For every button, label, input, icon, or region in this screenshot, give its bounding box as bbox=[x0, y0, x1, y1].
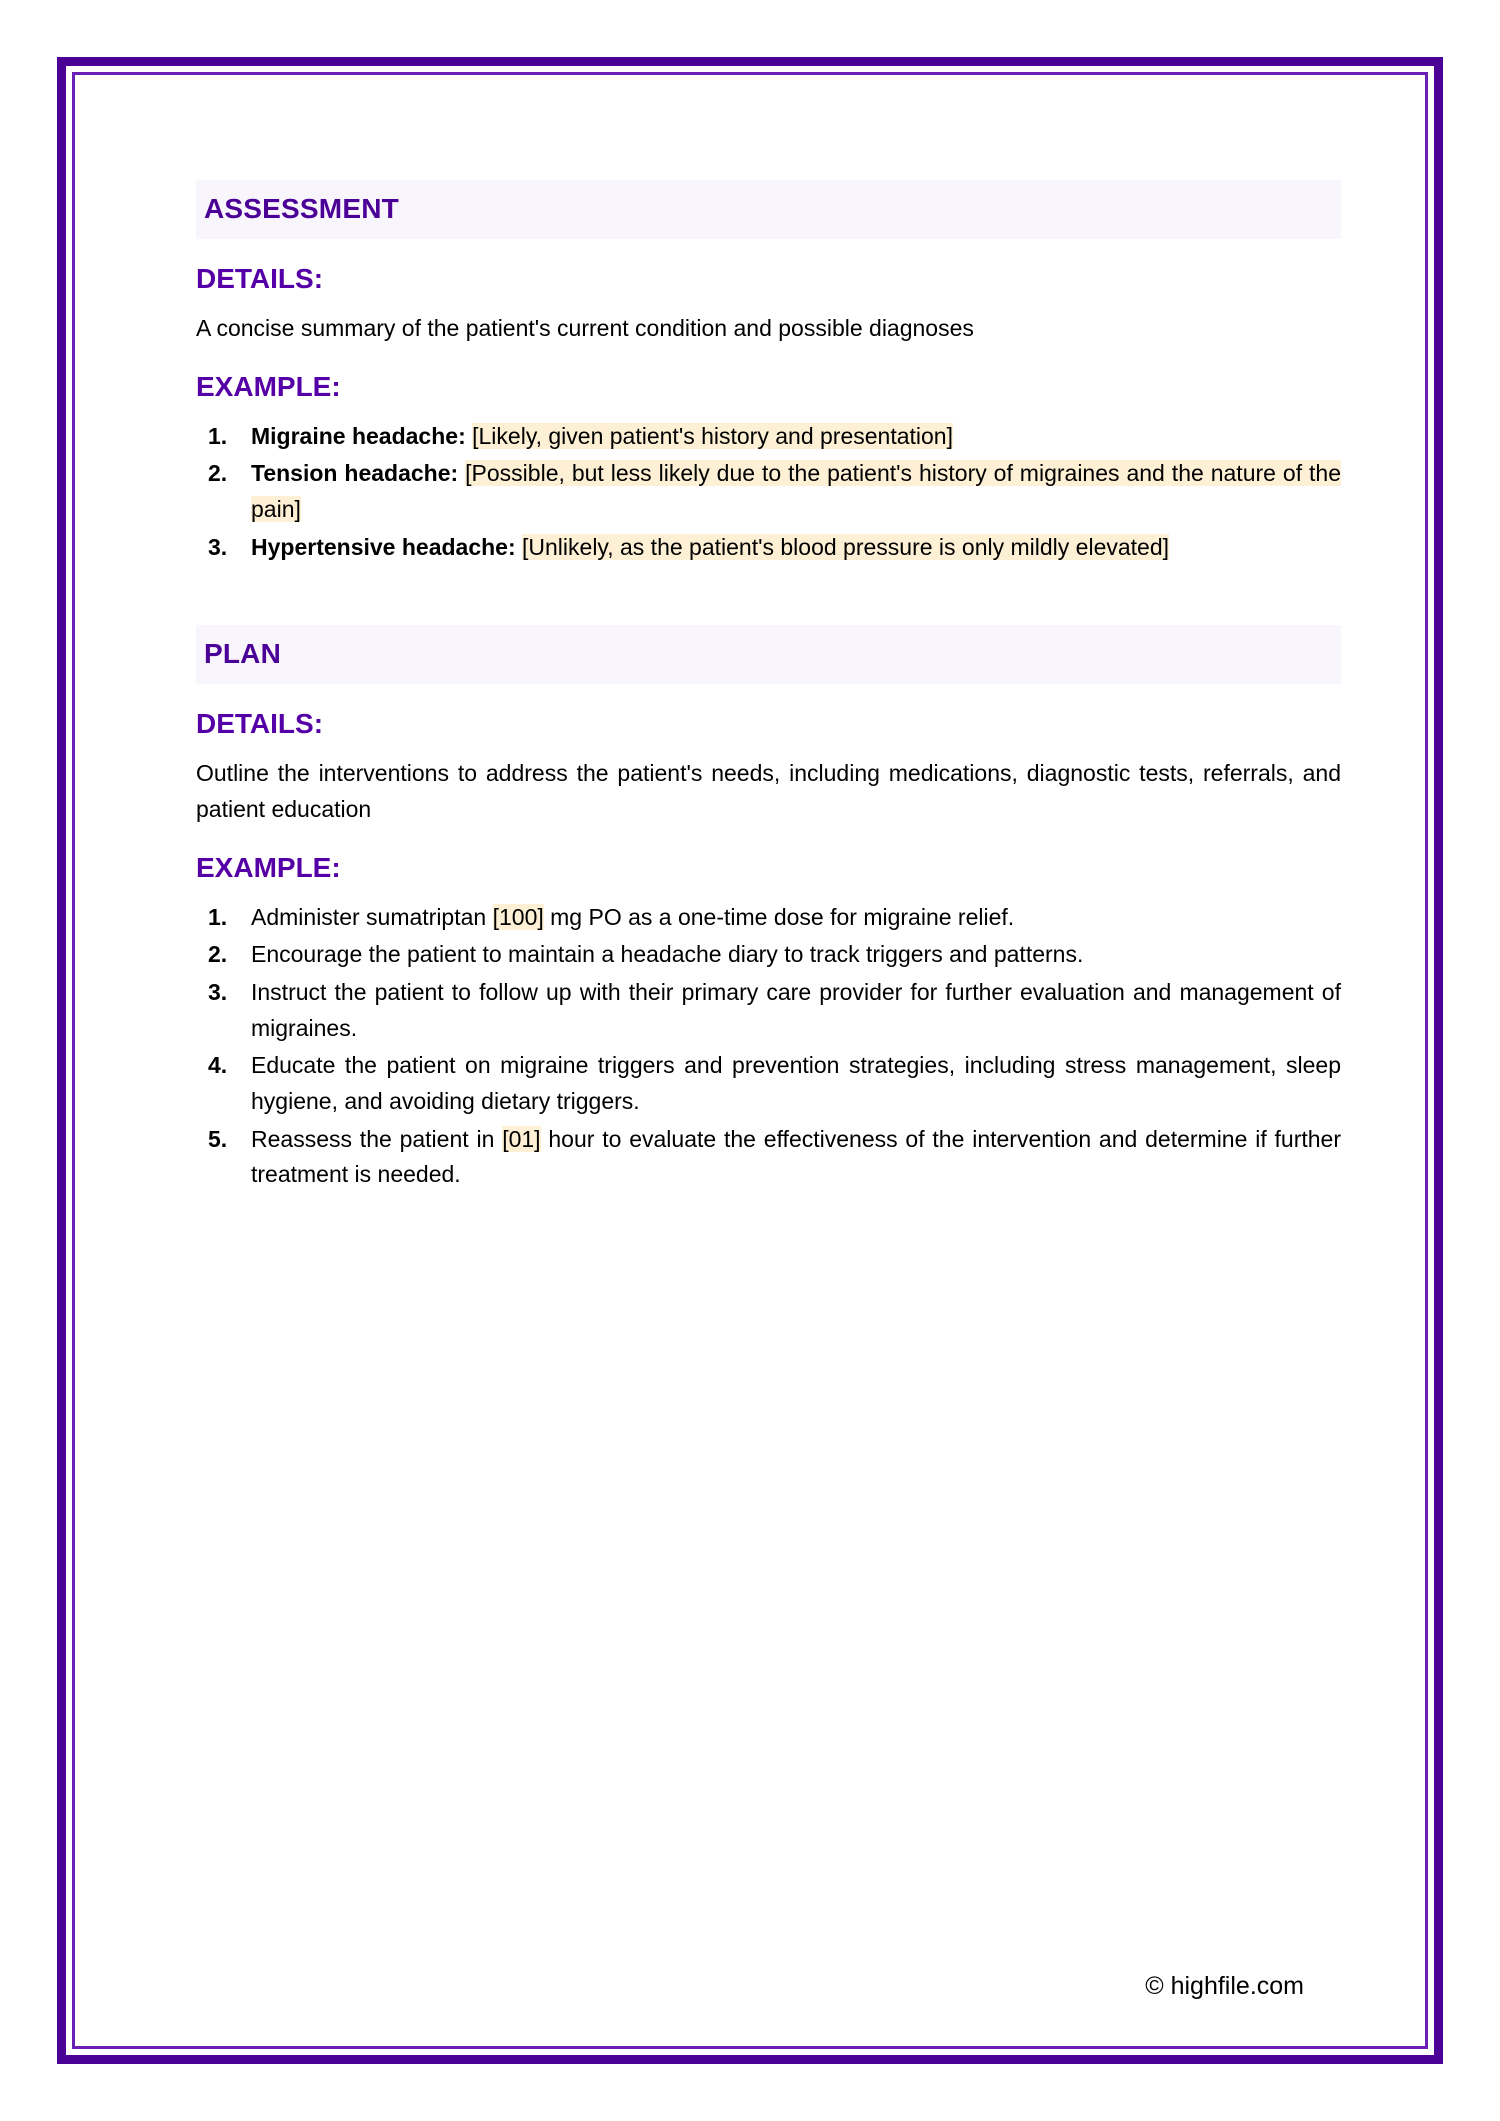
list-item-highlight: [01] bbox=[502, 1125, 541, 1152]
section-title: PLAN bbox=[204, 638, 282, 670]
list-item-text-pre: Administer sumatriptan bbox=[251, 903, 493, 930]
list-item-lead: Hypertensive headache: bbox=[251, 533, 516, 560]
list-item bbox=[196, 1122, 1341, 1193]
list-item bbox=[196, 900, 1341, 936]
details-paragraph: A concise summary of the patient's current condition and possible diagnoses bbox=[196, 314, 974, 341]
list-item bbox=[196, 419, 1341, 455]
section-plan bbox=[196, 625, 1341, 1193]
list-item bbox=[196, 530, 1341, 566]
assessment-example-list bbox=[196, 419, 1341, 566]
list-item bbox=[196, 1048, 1341, 1119]
list-item-highlight: [Likely, given patient's history and presentation] bbox=[472, 422, 953, 449]
section-banner-assessment bbox=[196, 180, 1341, 239]
list-item-text-pre: Educate the patient on migraine triggers and prevention strategies, including stress management, sleep hygiene, and avoiding dietary triggers. bbox=[251, 1052, 1341, 1115]
details-paragraph: Outline the interventions to address the patient's needs, including medications, diagnostic tests, referrals, and patient education bbox=[196, 760, 1341, 822]
details-heading: DETAILS: bbox=[196, 262, 324, 294]
section-banner-plan bbox=[196, 625, 1341, 684]
list-item bbox=[196, 975, 1341, 1046]
plan-example-list bbox=[196, 900, 1341, 1193]
list-item-highlight: [100] bbox=[492, 903, 544, 930]
list-item-text-pre: Reassess the patient in bbox=[251, 1125, 503, 1152]
document-content bbox=[196, 180, 1341, 1195]
list-item-text-post: hour to evaluate the effectiveness of the intervention and determine if further treatment is needed. bbox=[251, 1125, 1341, 1188]
list-item-text-post: mg PO as a one-time dose for migraine relief. bbox=[543, 903, 1015, 930]
list-item bbox=[196, 456, 1341, 527]
details-heading: DETAILS: bbox=[196, 708, 324, 740]
list-item-highlight: [Unlikely, as the patient's blood pressure is only mildly elevated] bbox=[522, 533, 1170, 560]
section-assessment bbox=[196, 180, 1341, 565]
list-item-lead: Migraine headache: bbox=[251, 422, 466, 449]
list-item bbox=[196, 937, 1341, 973]
list-item-highlight: [Possible, but less likely due to the patient's history of migraines and the nature of the pain] bbox=[251, 460, 1342, 523]
list-item-lead: Tension headache: bbox=[251, 460, 459, 487]
example-heading: EXAMPLE: bbox=[196, 851, 341, 883]
section-title: ASSESSMENT bbox=[204, 193, 399, 224]
example-heading: EXAMPLE: bbox=[196, 370, 341, 402]
section-spacer bbox=[196, 567, 1341, 625]
list-item-text-pre: Instruct the patient to follow up with their primary care provider for further evaluation and management of migraines. bbox=[251, 979, 1341, 1041]
list-item-text-pre: Encourage the patient to maintain a headache diary to track triggers and patterns. bbox=[251, 941, 1084, 968]
page-footer: © highfile.com bbox=[1145, 1972, 1304, 2000]
